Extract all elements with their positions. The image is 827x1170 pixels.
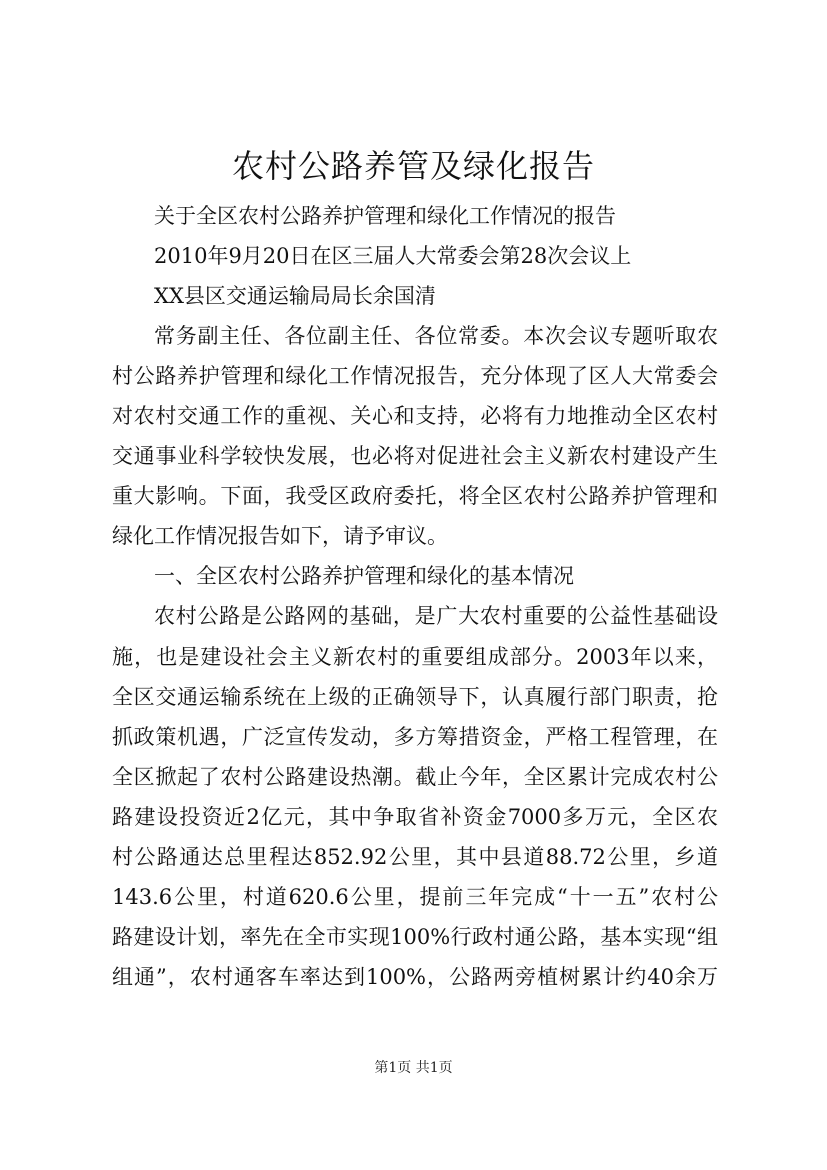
body-line: XX县区交通运输局局长余国清 bbox=[154, 284, 436, 309]
body-line: 全区交通运输系统在上级的正确领导下，认真履行部门职责，抢 bbox=[112, 684, 718, 709]
body-line: 对农村交通工作的重视、关心和支持，必将有力地推动全区农村 bbox=[112, 404, 718, 429]
body-line: 常务副主任、各位副主任、各位常委。本次会议专题听取农 bbox=[154, 324, 718, 349]
body-line: 施，也是建设社会主义新农村的重要组成部分。2003年以来， bbox=[112, 644, 718, 669]
body-line: 一、全区农村公路养护管理和绿化的基本情况 bbox=[154, 564, 574, 589]
body-line: 2010年9月20日在区三届人大常委会第28次会议上 bbox=[154, 244, 632, 269]
body-line: 绿化工作情况报告如下，请予审议。 bbox=[112, 524, 448, 549]
body-line: 组通”，农村通客车率达到100%，公路两旁植树累计约40余万 bbox=[112, 964, 718, 989]
body-line: 路建设投资近2亿元，其中争取省补资金7000多万元，全区农 bbox=[112, 804, 718, 829]
body-line: 全区掀起了农村公路建设热潮。截止今年，全区累计完成农村公 bbox=[112, 764, 718, 789]
body-line: 重大影响。下面，我受区政府委托，将全区农村公路养护管理和 bbox=[112, 484, 718, 509]
body-line: 农村公路是公路网的基础，是广大农村重要的公益性基础设 bbox=[154, 604, 718, 629]
document-body bbox=[112, 196, 718, 997]
body-line: 143.6公里，村道620.6公里，提前三年完成“十一五”农村公 bbox=[112, 884, 718, 909]
body-line: 交通事业科学较快发展，也必将对促进社会主义新农村建设产生 bbox=[112, 444, 718, 469]
body-line: 抓政策机遇，广泛宣传发动，多方筹措资金，严格工程管理，在 bbox=[112, 724, 718, 749]
body-line: 村公路通达总里程达852.92公里，其中县道88.72公里，乡道 bbox=[112, 844, 718, 869]
body-line: 路建设计划，率先在全市实现100%行政村通公路，基本实现“组 bbox=[112, 924, 718, 949]
page-footer: 第1页 共1页 bbox=[374, 1060, 453, 1076]
body-line: 关于全区农村公路养护管理和绿化工作情况的报告 bbox=[154, 204, 616, 228]
body-line: 村公路养护管理和绿化工作情况报告，充分体现了区人大常委会 bbox=[112, 364, 718, 389]
document-title: 农村公路养管及绿化报告 bbox=[231, 147, 595, 185]
